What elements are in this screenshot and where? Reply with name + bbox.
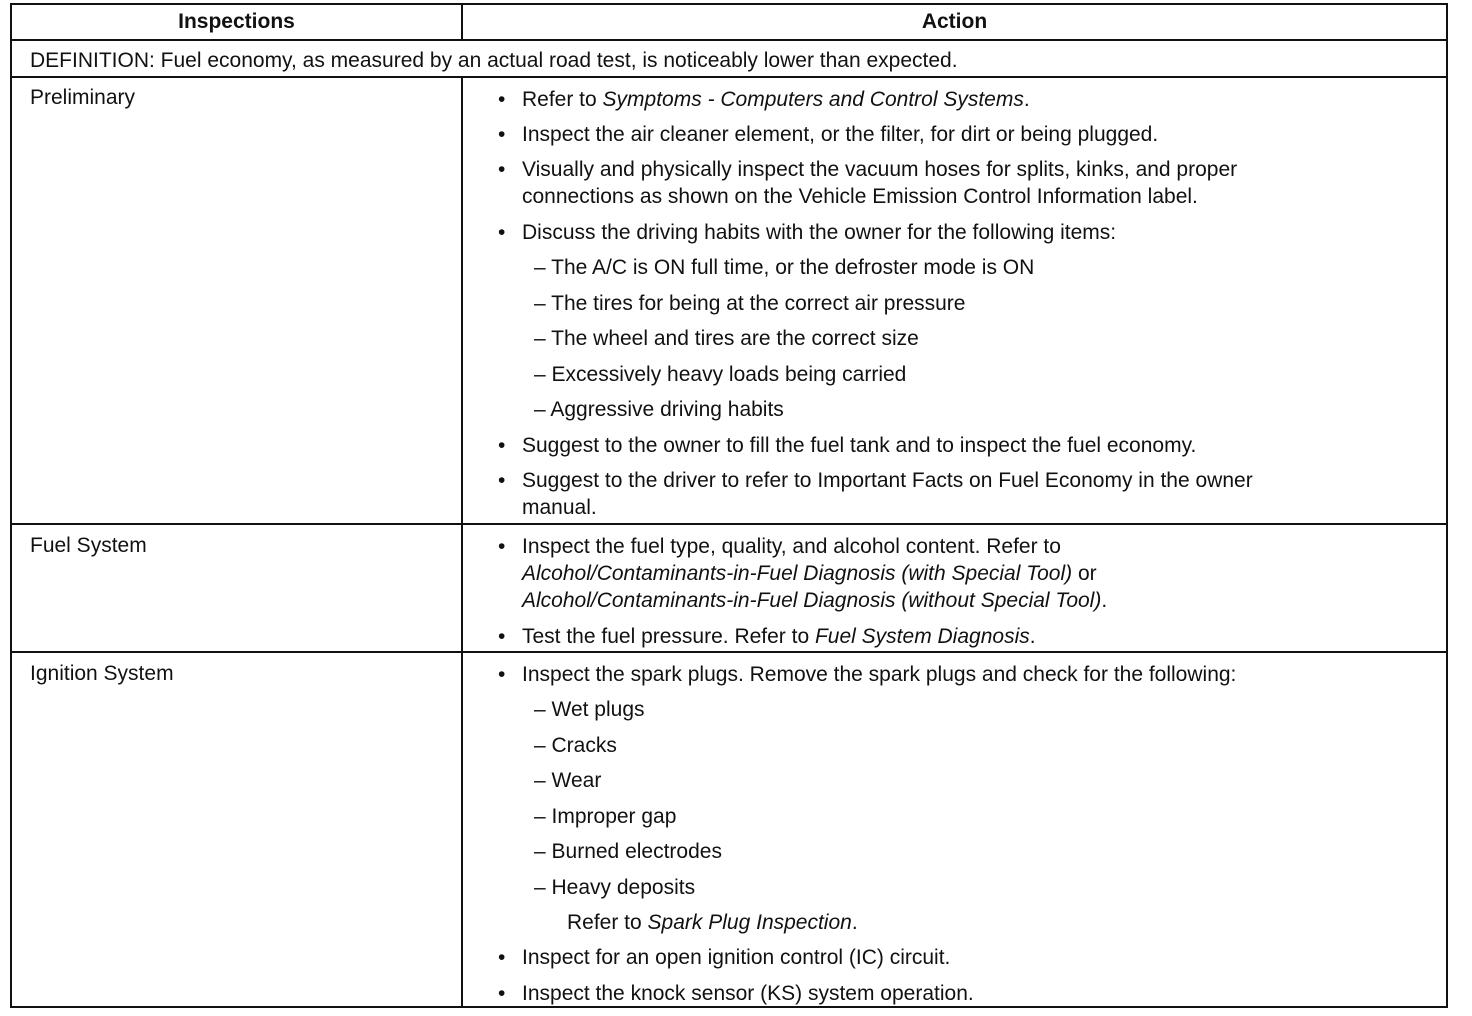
reference-link[interactable]: Alcohol/Contaminants-in-Fuel Diagnosis (without Special Tool) <box>522 589 1102 612</box>
row-label-ignition-system: Ignition System <box>30 662 174 685</box>
sub-item: – The tires for being at the correct air pressure <box>534 292 966 315</box>
sub-item: – The A/C is ON full time, or the defroster mode is ON <box>534 256 1035 279</box>
fuel-divider <box>12 651 1446 653</box>
reference-line: Refer to Spark Plug Inspection. <box>567 911 858 934</box>
bullet-continuation: Alcohol/Contaminants-in-Fuel Diagnosis (without Special Tool). <box>522 589 1108 612</box>
definition-divider <box>12 76 1446 78</box>
column-divider <box>461 76 463 1006</box>
row-label-preliminary: Preliminary <box>30 86 136 109</box>
bullet-continuation: Alcohol/Contaminants-in-Fuel Diagnosis (with Special Tool) or <box>522 562 1097 585</box>
header-action: Action <box>921 10 988 33</box>
reference-link[interactable]: Fuel System Diagnosis <box>814 625 1030 648</box>
header-inspections: Inspections <box>178 10 295 33</box>
diagnostic-table: Inspections Action DEFINITION: Fuel economy, as measured by an actual road test, is noticeably lower than expected. Preliminary • Refer to Symptoms - Computers and Control Systems. • Inspect the air cleaner element, or the filter, for dirt or being plugged. • Visually and physically inspect the vacuum hoses for splits, kinks, and proper connections as shown on the Vehicle Emission Control Information label. • Discuss the driving habits with the owner for the following items: – The A/C is ON full time, or the defroster mode is ON – The tires for being at the correct air pressure – The wheel and tires are the correct size – Excessively heavy loads being carried – Aggressive driving habits • Suggest to the owner to fill the fuel tank and to inspect the fuel economy. • Suggest to the driver to refer to Important Facts on Fuel Economy in the owner manual. Fuel System • Inspect the fuel type, quality, and alcohol content. Refer to Alcohol/Contaminants-in-Fuel Diagnosis (with Special Tool) or Alcohol/Contaminants-in-Fuel Diagnosis (without Special Tool). • Test the fuel pressure. Refer to Fuel System Diagnosis. Ignition System • Inspect the spark plugs. Remove the spark plugs and check for the following: – Wet plugs – Cracks – Wear – Improper gap – Burned electrodes – Heavy deposits Refer to Spark Plug Inspection. • Inspect for an open ignition control (IC) circuit. • Inspect the knock sensor (KS) system operation. <box>10 3 1448 1008</box>
sub-item: – Wet plugs <box>534 698 645 721</box>
definition-text: DEFINITION: Fuel economy, as measured by an actual road test, is noticeably lower than expected. <box>30 49 958 72</box>
reference-link[interactable]: Alcohol/Contaminants-in-Fuel Diagnosis (with Special Tool) <box>522 562 1073 585</box>
sub-item: – The wheel and tires are the correct size <box>534 327 919 350</box>
header-divider <box>12 39 1446 41</box>
reference-link[interactable]: Symptoms - Computers and Control Systems <box>602 88 1024 111</box>
sub-item: – Cracks <box>534 734 617 757</box>
row-label-fuel-system: Fuel System <box>30 534 147 557</box>
sub-item: – Aggressive driving habits <box>534 398 784 421</box>
sub-item: – Burned electrodes <box>534 840 722 863</box>
bullet-continuation: connections as shown on the Vehicle Emission Control Information label. <box>522 185 1198 208</box>
bullet-continuation: manual. <box>522 496 597 519</box>
sub-item: – Improper gap <box>534 805 677 828</box>
preliminary-divider <box>12 523 1446 525</box>
sub-item: – Excessively heavy loads being carried <box>534 363 907 386</box>
sub-item: – Heavy deposits <box>534 876 696 899</box>
sub-item: – Wear <box>534 769 602 792</box>
reference-link[interactable]: Spark Plug Inspection <box>647 911 852 934</box>
